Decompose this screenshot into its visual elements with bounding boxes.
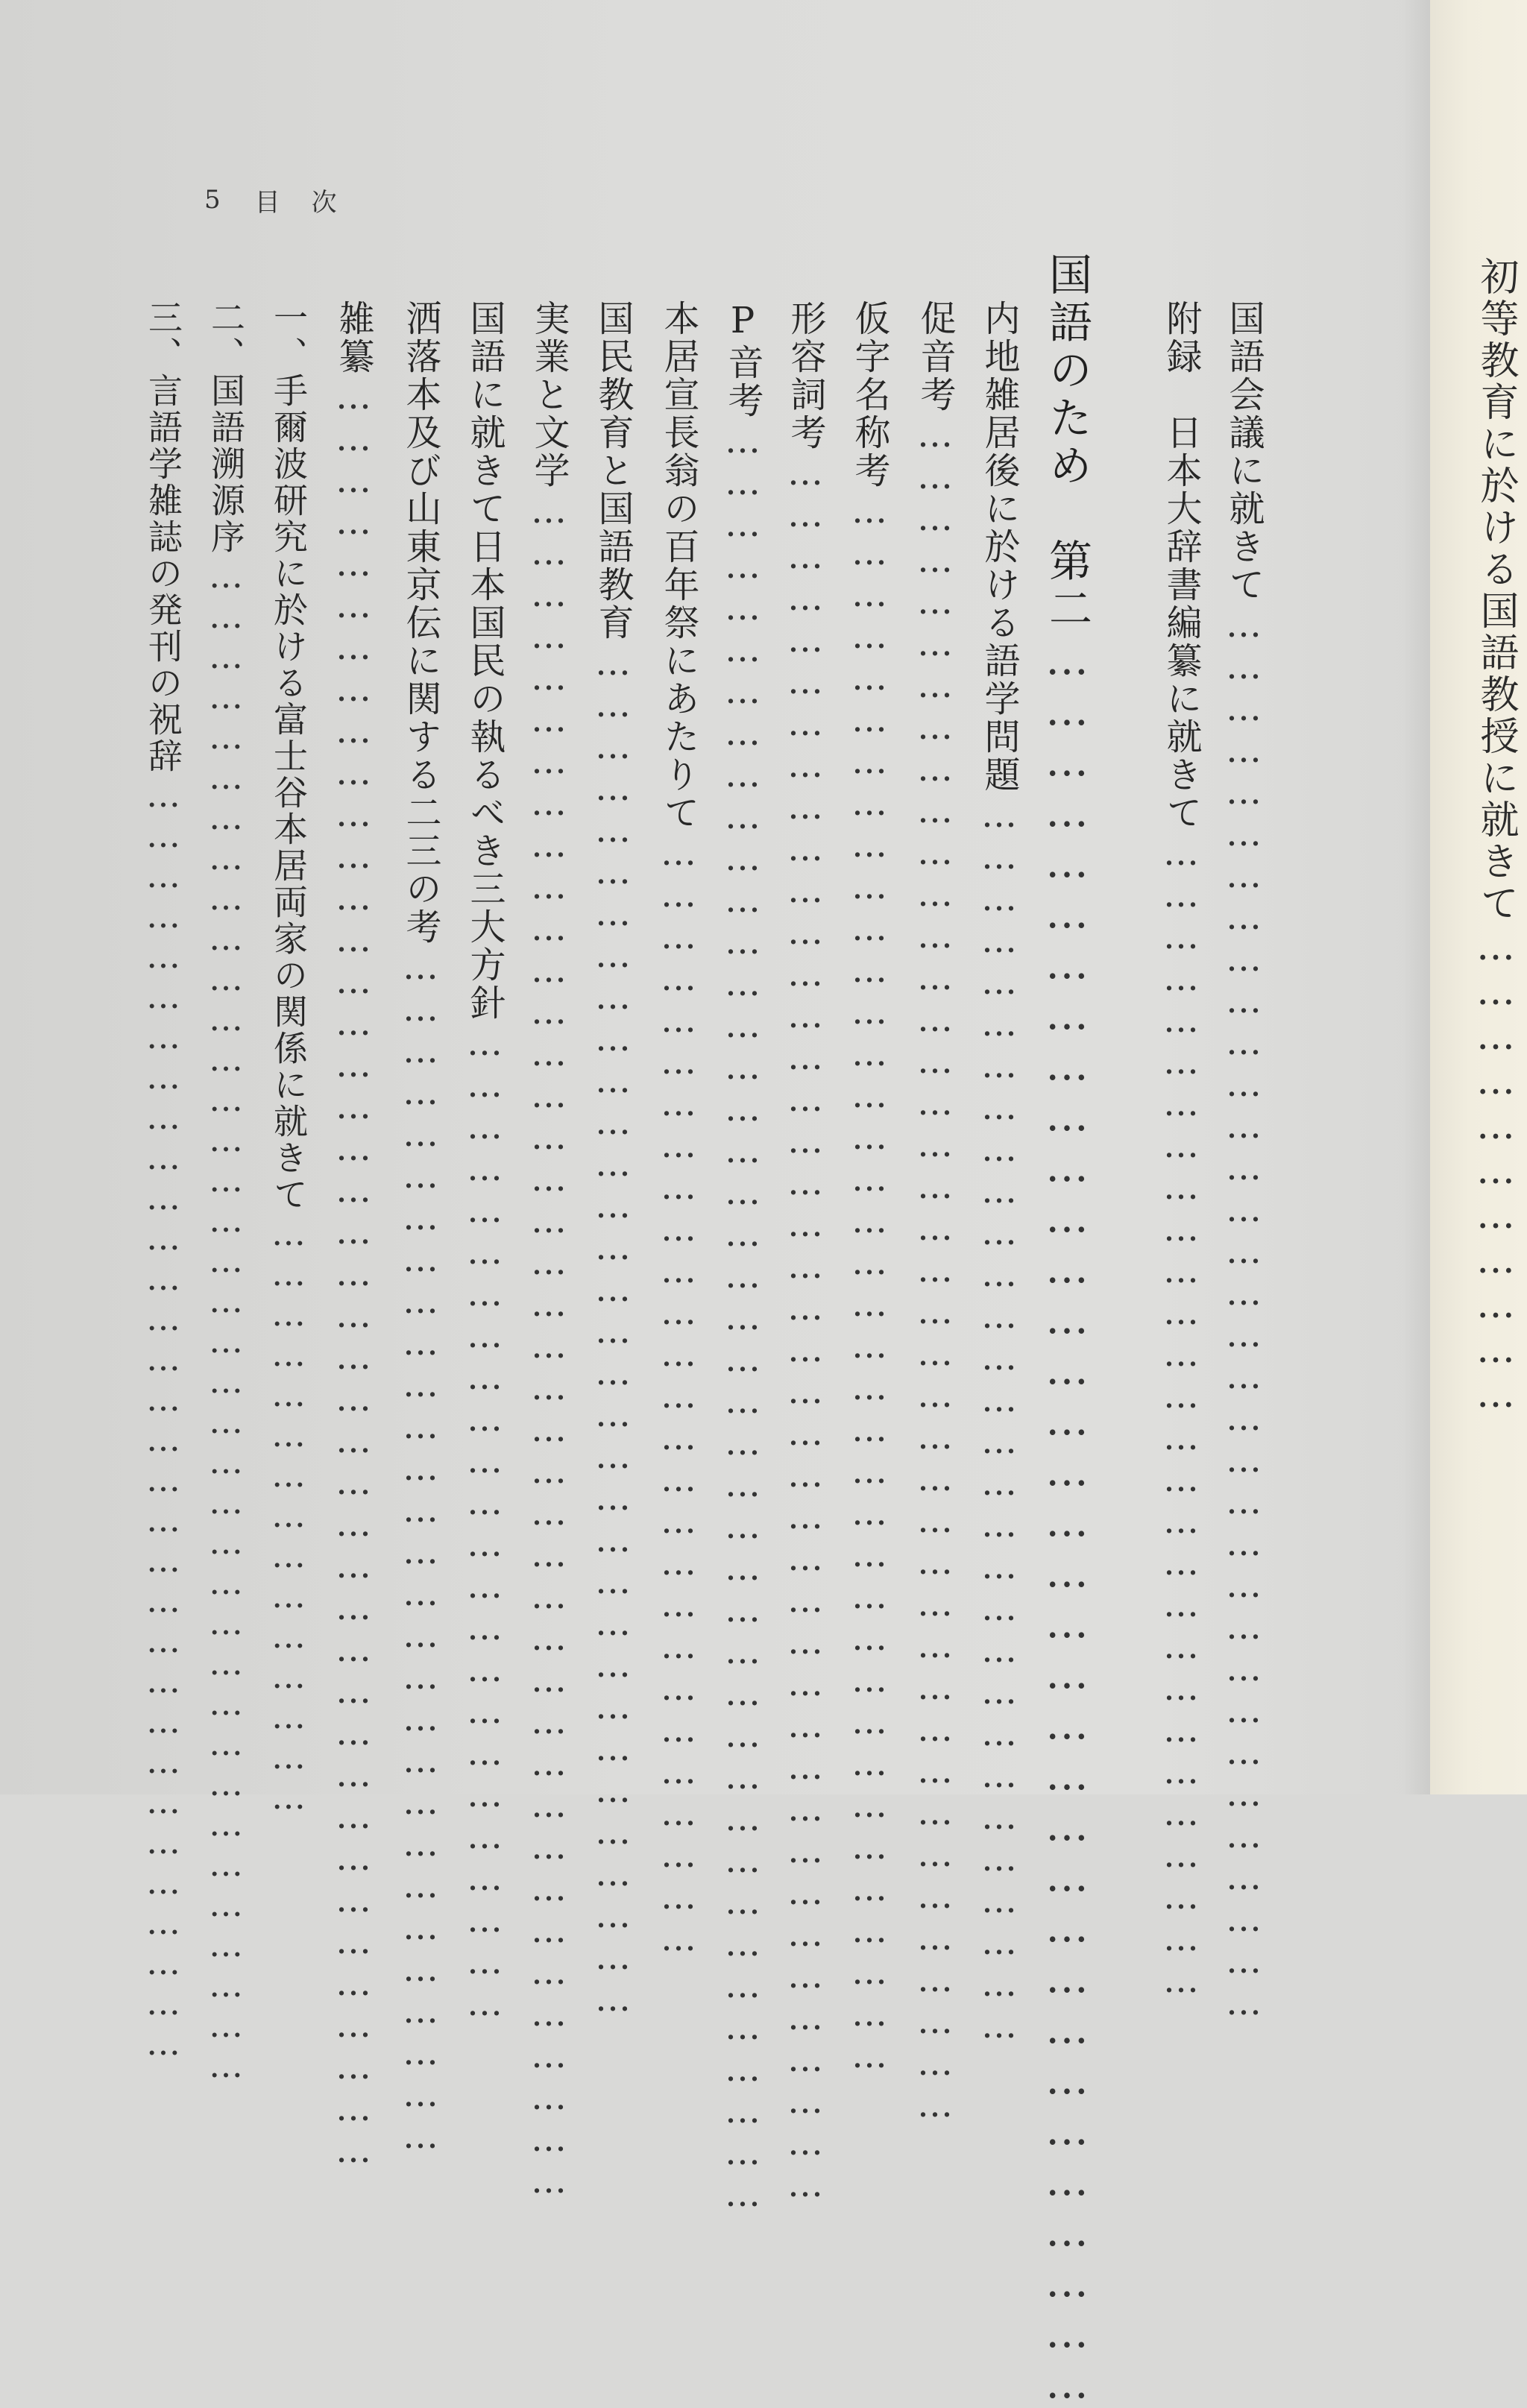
toc-subentry bbox=[268, 300, 309, 1817]
toc-entry-title: 附録 日本大辞書編纂に就きて bbox=[1160, 300, 1202, 832]
toc-leader-dots: ………………………………………………………………………… bbox=[1160, 832, 1202, 2001]
toc-entry bbox=[1160, 300, 1202, 2001]
toc-entry bbox=[528, 300, 570, 2201]
toc-section-heading bbox=[1042, 252, 1092, 2408]
toc-entry bbox=[464, 300, 506, 2024]
toc-entry-title: 仮字名称考 bbox=[848, 300, 890, 490]
toc-entry bbox=[848, 300, 890, 2076]
toc-entry-title: 本居宣長翁の百年祭にあたりて bbox=[658, 300, 699, 832]
toc-entry-title: 一、手爾波研究に於ける富士谷本居両家の関係に就きて bbox=[268, 300, 309, 1213]
toc-subentry bbox=[206, 300, 246, 2085]
toc-entry-title: 国語会議に就きて bbox=[1223, 300, 1265, 604]
toc-leader-dots: …………………………………………………………………………………………………………… bbox=[528, 490, 570, 2201]
header-title-char-2: 次 bbox=[311, 187, 337, 218]
toc-leader-dots: ……………………………………………………………………… bbox=[658, 832, 699, 1959]
toc-leader-dots: …………………………………………………………………………………… bbox=[143, 775, 183, 2063]
toc-entry-title: 形容詞考 bbox=[784, 300, 826, 452]
toc-entry-title: 三、言語学雑誌の発刊の祝辞 bbox=[143, 300, 183, 775]
toc-entry bbox=[722, 300, 764, 2215]
toc-entry-title: 雑纂 bbox=[333, 300, 374, 376]
toc-section-title: 国語のため 第二 bbox=[1042, 252, 1092, 634]
toc-entry bbox=[658, 300, 699, 1959]
spine-shadow bbox=[1402, 0, 1432, 1794]
page-number: 5 bbox=[204, 185, 221, 215]
toc-leader-dots: …………………………… bbox=[1473, 924, 1518, 1416]
toc-leader-dots: …………………………………………………………………………………………………… bbox=[848, 490, 890, 2076]
toc-entry-title: 洒落本及び山東京伝に関する二三の考 bbox=[400, 300, 441, 946]
page-header bbox=[204, 177, 337, 222]
toc-entry bbox=[592, 300, 634, 2020]
toc-entry-title: 促音考 bbox=[914, 300, 956, 414]
toc-leader-dots: …………………………………………………………………………………………………………… bbox=[914, 414, 956, 2125]
header-title-char-1: 目 bbox=[254, 187, 280, 218]
toc-entry bbox=[1223, 300, 1265, 2023]
toc-subentry bbox=[143, 300, 183, 2063]
toc-entry-title: 実業と文学 bbox=[528, 300, 570, 490]
toc-entry bbox=[400, 300, 441, 2157]
toc-leader-dots: ……………………………………………………………………………… bbox=[978, 794, 1020, 2046]
toc-leader-dots: ………………………………………………………………………………………………………………… bbox=[722, 420, 764, 2215]
toc-leader-dots: ……………………………………………………………… bbox=[464, 1022, 506, 2024]
toc-leader-dots: ………………………………………………………………………………………………………………… bbox=[333, 376, 374, 2171]
toc-entry bbox=[333, 300, 374, 2171]
toc-leader-dots: ……………………………………………………………………………………………………………… bbox=[784, 452, 826, 2205]
toc-entry bbox=[978, 300, 1020, 2046]
toc-leader-dots: ………………………………………………………………………………………… bbox=[1223, 604, 1265, 2023]
toc-entry bbox=[784, 300, 826, 2205]
toc-leader-dots: …………………………………………………………………………………………… bbox=[1042, 634, 1092, 2408]
toc-entry-title: 二、国語溯源序 bbox=[206, 300, 246, 555]
toc-leader-dots: ……………………………………………………………………………………… bbox=[592, 642, 634, 2020]
facing-page-entry bbox=[1473, 256, 1518, 1794]
toc-entry bbox=[914, 300, 956, 2125]
toc-leader-dots: ……………………………………… bbox=[268, 1213, 309, 1817]
toc-entry-title: 内地雑居後に於ける語学問題 bbox=[978, 300, 1020, 794]
facing-entry-title: 初等教育に於ける国語教授に就きて bbox=[1473, 256, 1518, 924]
toc-leader-dots: …………………………………………………………………………………………………… bbox=[206, 555, 246, 2085]
toc-entry-title: 国民教育と国語教育 bbox=[592, 300, 634, 642]
toc-entry-title: 国語に就きて日本国民の執るべき三大方針 bbox=[464, 300, 506, 1022]
toc-leader-dots: …………………………………………………………………………… bbox=[400, 946, 441, 2157]
toc-entry-title: P音考 bbox=[722, 300, 764, 420]
